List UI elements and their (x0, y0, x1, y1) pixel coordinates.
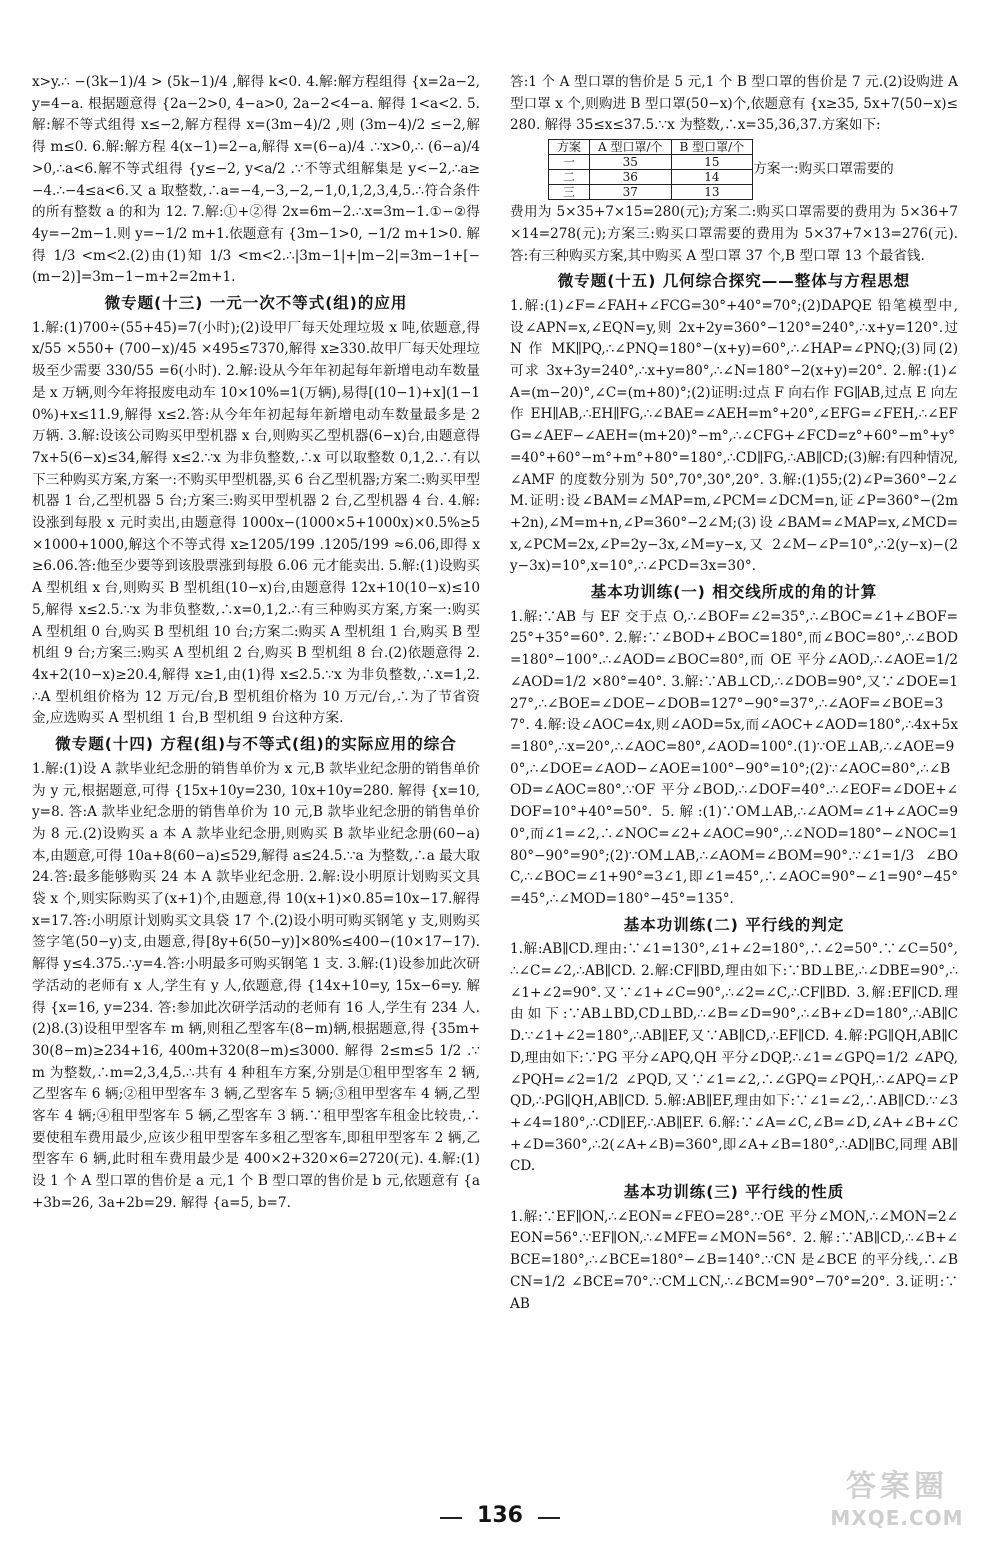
plan-table (548, 139, 753, 200)
table-header: B 型口罩/个 (671, 140, 753, 155)
paragraph: 答:1 个 A 型口罩的售价是 5 元,1 个 B 型口罩的售价是 7 元.(2)设购进 A 型口罩 x 个,则购进 B 型口罩(50−x)个,依题意有 {x≥35, 5x+7(50−x)≤280. 解得 35≤x≤37.5.∵x 为整数,∴x=35,36,37.方案如下: (510, 74, 958, 134)
footer-dash (538, 1517, 560, 1519)
section-heading: 微专题(十三) 一元一次不等式(组)的应用 (104, 294, 408, 313)
table-cell: 35 (590, 155, 672, 170)
paragraph: x>y.∴ −(3k−1)/4 > (5k−1)/4 ,解得 k<0. 4.解:解方程组得 {x=2a−2, y=4−a. 根据题意得 {2a−2>0, 4−a>0, 2a−2<4−a. 解得 1<a<2. 5.解:解不等式组得 x≤−2,解方程得 x=(3m−4)/2 ,则 (3m−4)/2 ≤−2,解得 m≤0. 6.解:解方程 4(x−1)=2−a,解得 x=(6−a)/4 .∵x>0,∴ (6−a)/4 >0,∴a<6.解不等式组得 {y≤−2, y<a/2 .∵不等式组解集是 y<−2,∴a≥−4.∴−4≤a<6.又 a 取整数,∴a=−4,−3,−2,−1,0,1,2,3,4,5.∴符合条件的所有整数 a 的和为 12. 7.解:①+②得 2x=6m−2.∴x=3m−1.①−②得 4y=−2m−1.则 y=−1/2 m+1.依题意有 {3m−1>0, −1/2 m+1>0. 解得 1/3 <m<2.(2)由(1)知 1/3 <m<2.∴|3m−1|+|m−2|=3m−1+[−(m−2)]=3m−1−m+2=2m+1. (32, 74, 480, 286)
section-heading: 微专题(十五) 几何综合探究——整体与方程思想 (557, 272, 911, 291)
table-cell: 二 (549, 170, 590, 185)
watermark-mark: 答案圈 (846, 1469, 948, 1504)
table-cell: 37 (590, 185, 672, 200)
paragraph: 1.解:(1)∠F=∠FAH+∠FCG=30°+40°=70°;(2)DAPQE 铅笔模型中,设∠APN=x,∠EQN=y,则 2x+2y=360°−120°=240°,∴x+y=120°.过 N 作 MK∥PQ,∴∠PNQ=180°−(x+y)=60°,∴∠HAP=∠PNQ;(3)同(2)可求 3x+3y=240°,∴x+y=80°,∴∠N=180°−2(x+y)=20°. 2.解:(1)∠A=(m−20)°,∠C=(m+80)°;(2)证明:过点 F 向右作 FG∥AB,过点 E 向左作 EH∥AB,∴EH∥FG,∴∠BAE=∠AEH=m°+20°,∠EFG=∠FEH,∴∠EFG=∠AEF−∠AEH=(m+20)°−m°,∴∠CFG+∠FCD=z°+60°−m°+y°=40°+60°−m°+m°+80°=180°,∴CD∥FG,∴AB∥CD;(3)解:有四种情况,∠AMF 的度数分别为 50°,70°,30°,20°. 3.解:(1)55;(2)∠P=360°−2∠M.证明:设∠BAM=∠MAP=m,∠PCM=∠DCM=n,证∠P=360°−(2m+2n),∠M=m+n,∠P=360°−2∠M;(3)设∠BAM=∠MAP=x,∠MCD=x,∠PCM=2x,∠P=2y−3x,∠M=y−x,又 2∠M−∠P=10°,∴2(y−x)−(2y−3x)=10°,x=10°,∴∠PCD=3x=30°. (510, 297, 958, 575)
table-cell: 36 (590, 170, 672, 185)
table-row (549, 155, 753, 170)
footer-dash (440, 1517, 462, 1519)
paragraph: 1.解:(1)设 A 款毕业纪念册的销售单价为 x 元,B 款毕业纪念册的销售单价为 y 元,根据题意,可得 {15x+10y=230, 10x+10y=280. 解得 {x=10, y=8. 答:A 款毕业纪念册的销售单价为 10 元,B 款毕业纪念册的销售单价为 8 元.(2)设购买 a 本 A 款毕业纪念册,则购买 B 款毕业纪念册(60−a)本,由题意,可得 10a+8(60−a)≤529,解得 a≤24.5.∵a 为整数,∴a 最大取 24.答:最多能够购买 24 本 A 款毕业纪念册. 2.解:设小明原计划购买文具袋 x 个,则实际购买了(x+1)个,由题意,得 10(x+1)×0.85=10x−17.解得 x=17.答:小明原计划购买文具袋 17 个.(2)设小明可购买钢笔 y 支,则购买签字笔(50−y)支,由题意,得[8y+6(50−y)]×80%≤400−(10×17−17).解得 y≤4.375.∴y=4.答:小明最多可购买钢笔 1 支. 3.解:(1)设参加此次研学活动的老师有 x 人,学生有 y 人,依题意,得 {14x+10=y, 15x−6=y. 解得 {x=16, y=234. 答:参加此次研学活动的老师有 16 人,学生有 234 人.(2)8.(3)设租甲型客车 m 辆,则租乙型客车(8−m)辆,根据题意,得 {35m+30(8−m)≥234+16, 400m+320(8−m)≤3000. 解得 2≤m≤5 1/2 .∵m 为整数,∴m=2,3,4,5.∴共有 4 种租车方案,分别是①租甲型客车 2 辆,乙型客车 6 辆;②租甲型客车 3 辆,乙型客车 5 辆;③租甲型客车 4 辆,乙型客车 4 辆;④租甲型客车 5 辆,乙型客车 3 辆.∵租甲型客车租金比较贵,∴要使租车费用最少,应该少租甲型客车多租乙型客车,即租甲型客车 2 辆,乙型客车 6 辆,此时租车费用最少是 400×2+320×6=2720(元). 4.解:(1)设 1 个 A 型口罩的售价是 a 元,1 个 B 型口罩的售价是 b 元,依题意有 {a+3b=26, 3a+2b=29. 解得 {a=5, b=7. (32, 760, 480, 1211)
table-header: 方案 (549, 140, 590, 155)
paragraph: 1.解:AB∥CD.理由:∵∠1=130°,∠1+∠2=180°,∴∠2=50°.∵∠C=50°,∴∠C=∠2,∴AB∥CD. 2.解:CF∥BD,理由如下:∵BD⊥BE,∴∠DBE=90°,∴∠1+∠2=90°.又∵∠1+∠C=90°,∴∠2=∠C,∴CF∥BD. 3.解:EF∥CD.理由如下:∵AB⊥BD,CD⊥BD,∴∠B=∠D=90°,∴∠B+∠D=180°,∴AB∥CD.∵∠1+∠2=180°,∴AB∥EF,又∵AB∥CD,∴EF∥CD. 4.解:PG∥QH,AB∥CD,理由如下:∵PG 平分∠APQ,QH 平分∠DQP,∴∠1=∠GPQ=1/2 ∠APQ,∠PQH=∠2=1/2 ∠PQD,又∵∠1=∠2,∴∠GPQ=∠PQH,∴∠APQ=∠PQD,∴PG∥QH,AB∥CD. 5.解:AB∥EF,理由如下:∵∠1=∠2,∴AB∥CD.∵∠3+∠4=180°,∴CD∥EF,∴AB∥EF. 6.解:∵∠A=∠C,∠B=∠D,∠A+∠B+∠C+∠D=360°,∴2(∠A+∠B)=360°,即∠A+∠B=180°,∴AD∥BC,同理 AB∥CD. (510, 941, 958, 1175)
plan-side-text: 方案一:购买口罩需要的 (753, 160, 894, 177)
table-cell: 13 (671, 185, 753, 200)
table-header: A 型口罩/个 (590, 140, 672, 155)
table-row (549, 170, 753, 185)
right-column (510, 72, 958, 1315)
table-cell: 一 (549, 155, 590, 170)
table-cell: 15 (671, 155, 753, 170)
paragraph: 1.解:(1)700÷(55+45)=7(小时);(2)设甲厂每天处理垃圾 x 吨,依题意,得 x/55 ×550+ (700−x)/45 ×495≤7370,解得 x≥330.故甲厂每天处理垃圾至少需要 330/55 =6(小时). 2.解:设从今年年初起每年新增电动车数量是 x 万辆,则今年将报废电动车 10×10%=1(万辆),易得[(10−1)+x](1−10%)+x≤11.9,解得 x≤2.答:从今年年初起每年新增电动车数量最多是 2 万辆. 3.解:设该公司购买甲型机器 x 台,则购买乙型机器(6−x)台,由题意得 7x+5(6−x)≤34,解得 x≤2.∵x 为非负整数,∴x 可以取整数 0,1,2.∴有以下三种购买方案,方案一:不购买甲型机器,买 6 台乙型机器;方案二:购买甲型机器 1 台,乙型机器 5 台;方案三:购买甲型机器 2 台,乙型机器 4 台. 4.解:设涨到每股 x 元时卖出,由题意得 1000x−(1000×5+1000x)×0.5%≥5×1000+1000,解这个不等式得 x≥1205/199 .1205/199 ≈6.06,即得 x≥6.06.答:他至少要等到该股票涨到每股 6.06 元才能卖出. 5.解:(1)设购买 A 型机组 x 台,则购买 B 型机组(10−x)台,由题意得 12x+10(10−x)≤105,解得 x≤2.5.∵x 为非负整数,∴x=0,1,2.∴有三种购买方案,方案一:购买 A 型机组 0 台,购买 B 型机组 10 台;方案二:购买 A 型机组 1 台,购买 B 型机组 9 台;方案三:购买 A 型机组 2 台,购买 B 型机组 8 台.(2)依题意得 2.4x+2(10−x)≥20.4,解得 x≥1,由(1)得 x≤2.5.∵x 为非负整数,∴x=1,2.∴A 型机组价格为 12 万元/台,B 型机组价格为 10 万元/台,∴为了节省资金,应选购买 A 型机组 1 台,B 型机组 9 台这种方案. (32, 319, 480, 727)
table-cell: 14 (671, 170, 753, 185)
section-heading: 基本功训练(三) 平行线的性质 (623, 1183, 845, 1202)
watermark-site: MXQE.COM (830, 1506, 964, 1530)
plan-block (510, 137, 958, 202)
paragraph: 1.解:∵EF∥ON,∴∠EON=∠FEO=28°.∵OE 平分∠MON,∴∠MON=2∠EON=56°.∵EF∥ON,∴∠MFE=∠MON=56°. 2.解:∵AB∥CD,∴∠B+∠BCE=180°,∴∠BCE=180°−∠B=140°.∵CN 是∠BCE 的平分线,∴∠BCN=1/2 ∠BCE=70°.∵CM⊥CN,∴∠BCM=90°−70°=20°. 3.证明:∵AB (510, 1208, 958, 1312)
section-heading: 微专题(十四) 方程(组)与不等式(组)的实际应用的综合 (55, 735, 457, 754)
table-cell: 三 (549, 185, 590, 200)
watermark-logo (812, 1468, 982, 1538)
paragraph: 费用为 5×35+7×15=280(元);方案二:购买口罩需要的费用为 5×36+7×14=278(元);方案三:购买口罩需要的费用为 5×37+7×13=276(元).答:有三种购买方案,其中购买 A 型口罩 37 个,B 型口罩 13 个最省钱. (510, 204, 958, 264)
table-row (549, 185, 753, 200)
section-heading: 基本功训练(二) 平行线的判定 (623, 915, 845, 934)
section-heading: 基本功训练(一) 相交线所成的角的计算 (590, 583, 878, 602)
page-number: 136 (477, 1503, 523, 1528)
left-column (32, 72, 480, 1215)
paragraph: 1.解:∵AB 与 EF 交于点 O,∴∠BOF=∠2=35°,∴∠BOC=∠1+∠BOF=25°+35°=60°. 2.解:∵∠BOD+∠BOC=180°,而∠BOC=80°,∴∠BOD=180°−100°.∴∠AOD=∠BOC=80°,而 OE 平分∠AOD,∴∠AOE=1/2 ∠AOD=1/2 ×80°=40°. 3.解:∵AB⊥CD,∴∠DOB=90°,又∵∠DOE=127°,∴∠BOE=∠DOE−∠DOB=127°−90°=37°,∴∠AOF=∠BOE=37°. 4.解:设∠AOC=4x,则∠AOD=5x,而∠AOC+∠AOD=180°,∴4x+5x=180°,∴x=20°,∴∠AOC=80°,∠AOD=100°.(1)∵OE⊥AB,∴∠AOE=90°,∴∠DOE=∠AOD−∠AOE=100°−90°=10°;(2)∵∠AOC=80°,∴∠BOD=∠AOC=80°.∵OF 平分∠BOD,∴∠DOF=40°.∴∠EOF=∠DOE+∠DOF=10°+40°=50°. 5.解:(1)∵OM⊥AB,∴∠AOM=∠1+∠AOC=90°,而∠1=∠2,∴∠NOC=∠2+∠AOC=90°,∴∠NOD=180°−∠NOC=180°−90°=90°;(2)∵OM⊥AB,∴∠AOM=∠BOM=90°.∵∠1=1/3 ∠BOC,∴∠BOC=∠1+90°=3∠1,即∠1=45°,∴∠AOC=90°−∠1=90°−45°=45°,∴∠MOD=180°−45°=135°. (510, 608, 958, 907)
